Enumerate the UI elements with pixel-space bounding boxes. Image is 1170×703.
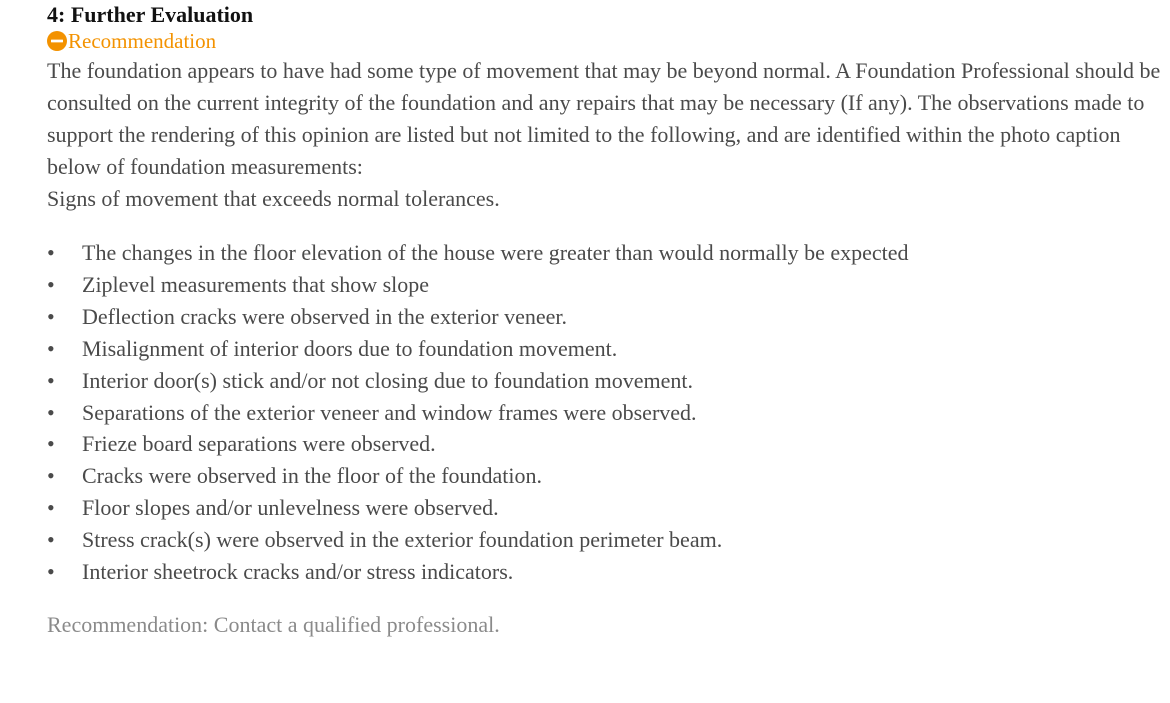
list-item xyxy=(47,460,1165,492)
list-item-text: Interior sheetrock cracks and/or stress indicators. xyxy=(82,559,514,585)
list-item-text: Stress crack(s) were observed in the exterior foundation perimeter beam. xyxy=(82,527,723,553)
bullet-point: • xyxy=(47,495,55,521)
bullet-point: • xyxy=(47,367,55,393)
list-item xyxy=(47,333,1165,365)
recommendation-label xyxy=(47,28,1165,54)
section-title: 4: Further Evaluation xyxy=(47,2,254,27)
list-item-text: Separations of the exterior veneer and window frames were observed. xyxy=(82,399,697,425)
list-item-text: Cracks were observed in the floor of the foundation. xyxy=(82,463,543,489)
list-item-text: Ziplevel measurements that show slope xyxy=(82,271,430,297)
observations-list xyxy=(47,237,1165,588)
bullet-point: • xyxy=(47,303,55,329)
list-item xyxy=(47,365,1165,397)
list-item-text: The changes in the floor elevation of the house were greater than would normally be expected xyxy=(82,240,909,265)
bullet-point: • xyxy=(47,527,55,553)
list-item-text: Misalignment of interior doors due to foundation movement. xyxy=(82,335,618,361)
bullet-point: • xyxy=(47,463,55,489)
list-item xyxy=(47,301,1165,333)
bullet-point: • xyxy=(47,399,55,425)
summary-line: Signs of movement that exceeds normal tolerances. xyxy=(47,186,500,211)
bullet-point: • xyxy=(47,335,55,361)
list-item-text: Frieze board separations were observed. xyxy=(82,431,436,457)
bullet-point: • xyxy=(47,431,55,457)
list-item-text: Deflection cracks were observed in the exterior veneer. xyxy=(82,303,567,329)
list-item xyxy=(47,428,1165,460)
bullet-point: • xyxy=(47,559,55,585)
footer-recommendation: Recommendation: Contact a qualified professional. xyxy=(47,611,500,637)
list-item xyxy=(47,397,1165,429)
bullet-point: • xyxy=(47,271,55,297)
report-section xyxy=(47,0,1165,641)
minus-circle-icon xyxy=(47,31,67,51)
list-item-text: Floor slopes and/or unlevelness were observed. xyxy=(82,495,499,521)
list-item xyxy=(47,524,1165,556)
list-item xyxy=(47,492,1165,524)
list-item-text: Interior door(s) stick and/or not closing due to foundation movement. xyxy=(82,367,693,393)
list-item xyxy=(47,269,1165,301)
bullet-point: • xyxy=(47,240,55,265)
description-paragraph: The foundation appears to have had some type of movement that may be beyond normal. A Foundation Professional should be consulted on the current integrity of the foundation and any repairs that may be necessary (If any). The observations made to support the rendering of this opinion are listed but not limited to the following, and are identified within the photo caption below of foundation measurements: xyxy=(47,58,1161,179)
list-item xyxy=(47,556,1165,588)
recommendation-label-text: Recommendation xyxy=(68,29,217,53)
list-item xyxy=(47,237,1165,269)
